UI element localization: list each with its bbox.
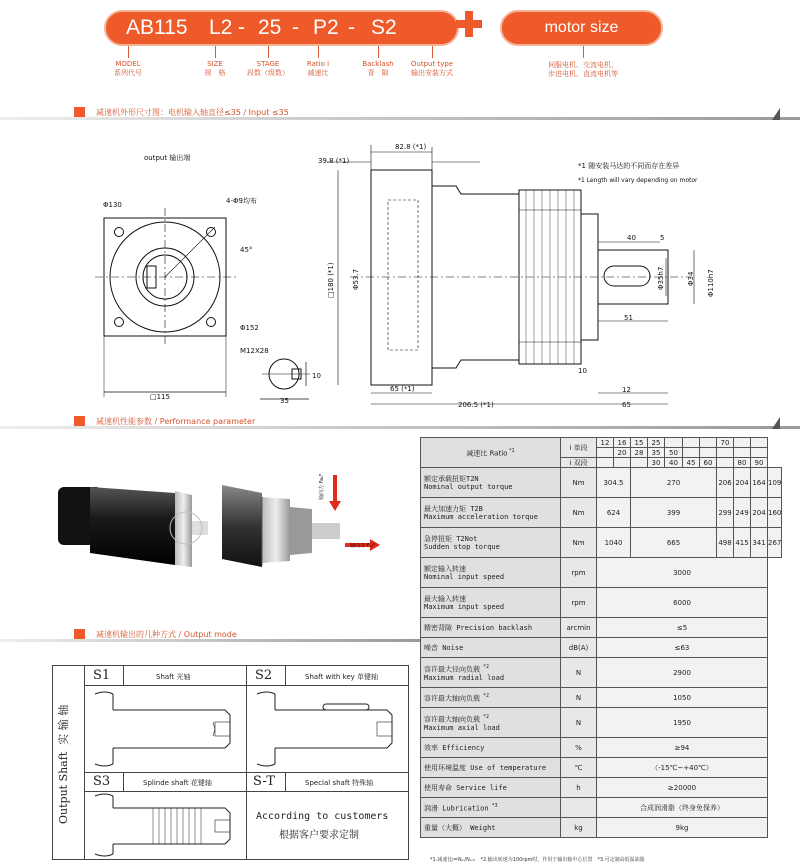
param-value: 415 — [734, 528, 751, 558]
shaft-s2-drawing — [247, 686, 407, 772]
param-unit — [561, 798, 597, 818]
param-unit: N — [561, 688, 597, 708]
param-value: 267 — [768, 528, 782, 558]
dim-206: 206.5 (*1) — [458, 401, 494, 409]
section-bar-output-mode — [0, 628, 420, 642]
ratio-cell — [717, 448, 734, 458]
param-value: 204 — [751, 498, 768, 528]
product-photo — [0, 435, 420, 623]
param-label: 最大加速力矩 T2B Maximum acceleration torque — [421, 498, 561, 528]
model-code-pill — [104, 10, 459, 46]
param-unit: kg — [561, 818, 597, 838]
param-unit: N — [561, 658, 597, 688]
label-model: MODEL 系列代号 — [114, 60, 142, 77]
param-value: ≤5 — [597, 618, 768, 638]
label-backlash: Backlash 背 隙 — [362, 60, 394, 77]
param-value: 304.5 — [597, 468, 631, 498]
param-label: 润滑 Lubrication $^{*3}$ — [421, 798, 561, 818]
param-value: 9kg — [597, 818, 768, 838]
dim-65b: 65 — [622, 401, 631, 409]
dim-tap: M12X28 — [240, 347, 269, 355]
section-title-output-mode: 减速机输出的几种方式 / Output mode — [96, 630, 237, 639]
force-arrows — [329, 475, 380, 551]
ratio-cell: 50 — [665, 448, 683, 458]
dim-key: 10 — [312, 372, 321, 380]
param-value: 1040 — [597, 528, 631, 558]
ratio-cell — [700, 438, 717, 448]
ratio-cell: 90 — [751, 458, 768, 468]
ratio-cell: 25 — [648, 438, 665, 448]
model-backlash: P2 — [313, 16, 339, 39]
param-label: 容许最大径向负载 $^{*2}$ Maximum radial load — [421, 658, 561, 688]
connector-output — [432, 46, 433, 58]
ratio-cell — [700, 448, 717, 458]
param-value: 624 — [597, 498, 631, 528]
param-value: 1950 — [597, 708, 768, 738]
dim-d152: Φ152 — [240, 324, 259, 332]
ratio-cell — [717, 458, 734, 468]
label-ratio: Ratio i 减速比 — [306, 60, 330, 77]
param-value: 109 — [768, 468, 782, 498]
ratio-cell — [734, 438, 751, 448]
st-code: S-T — [253, 774, 275, 789]
s1-label: Shaft 光轴 — [156, 673, 191, 681]
ratio-cell — [683, 438, 700, 448]
param-value: 6000 — [597, 588, 768, 618]
dim-40: 40 — [627, 234, 636, 242]
param-unit: ℃ — [561, 758, 597, 778]
param-unit: % — [561, 738, 597, 758]
connector-model — [128, 46, 129, 58]
ratio-cell: 30 — [648, 458, 665, 468]
ratio-cell — [683, 448, 700, 458]
param-label: 额定承载扭矩T2N Nominal output torque — [421, 468, 561, 498]
s3-label: Splinde shaft 花键轴 — [143, 779, 212, 787]
ratio-cell — [614, 458, 631, 468]
label-stage: STAGE 段数（级数） — [247, 60, 289, 77]
custom-en: According to customers — [256, 811, 389, 822]
section-title-performance: 减速机性能参数 / Performance parameter — [96, 417, 256, 426]
ratio-cell: 40 — [665, 458, 683, 468]
connector-ratio — [318, 46, 319, 58]
ratio-cell: 45 — [683, 458, 700, 468]
shaft-s1-drawing — [85, 686, 245, 772]
param-label: 急停扭矩 T2Not Sudden stop torque — [421, 528, 561, 558]
ratio-cell: 60 — [700, 458, 717, 468]
st-label: Special shaft 特殊轴 — [305, 779, 374, 787]
param-value: 399 — [631, 498, 717, 528]
param-unit: dB(A) — [561, 638, 597, 658]
param-label: 精密背隙 Precision backlash — [421, 618, 561, 638]
label-size: SIZE 规 格 — [204, 60, 226, 77]
shaft-s3-drawing — [85, 792, 245, 859]
param-label: 容许最大轴向负载 $^{*2}$ Maximum axial load — [421, 708, 561, 738]
ratio-cell — [751, 438, 768, 448]
param-unit: Nm — [561, 468, 597, 498]
param-label: 使用寿命 Service life — [421, 778, 561, 798]
motor-size-label: motor size — [544, 19, 619, 36]
param-value: 1050 — [597, 688, 768, 708]
output-label: output 输出端 — [144, 154, 191, 162]
ratio-cell: 70 — [717, 438, 734, 448]
dim-35: 35 — [280, 397, 289, 405]
model-series: AB115 — [126, 16, 188, 39]
param-value: 204 — [734, 468, 751, 498]
param-label: 容许最大轴向负载 $^{*2}$ — [421, 688, 561, 708]
s3-code: S3 — [93, 774, 111, 789]
section-bar-dimensions — [0, 106, 800, 120]
motor-size-pill — [500, 10, 663, 46]
stage1-label: i 单段 — [561, 438, 597, 458]
label-motor: 伺服电机、交流电机、 步进电机、直流电机等 — [548, 61, 618, 78]
connector-motor — [583, 46, 584, 58]
dim-sq115: □115 — [150, 393, 170, 401]
ratio-cell — [751, 448, 768, 458]
section-bar-performance — [0, 415, 800, 429]
dim-d130: Φ130 — [103, 201, 122, 209]
note-1-en: *1 Length will vary depending on motor — [578, 177, 698, 184]
dim-5: 5 — [660, 234, 665, 242]
axial-force-label: 轴向力 Fa₂ᴮ — [319, 473, 325, 500]
label-output: Output type 输出安装方式 — [410, 60, 454, 77]
param-label: 重量（大概） Weight — [421, 818, 561, 838]
connector-backlash — [378, 46, 379, 58]
side-flange — [371, 170, 432, 385]
ratio-cell: 15 — [631, 438, 648, 448]
ratio-cell: 16 — [614, 438, 631, 448]
custom-cn: 根据客户要求定制 — [279, 830, 359, 841]
motor-image — [58, 487, 208, 567]
ratio-cell: 28 — [631, 448, 648, 458]
param-unit: Nm — [561, 498, 597, 528]
param-value: 498 — [717, 528, 734, 558]
param-label: 最大输入转速 Maximum input speed — [421, 588, 561, 618]
param-label: 使用环境温度 Use of temperature — [421, 758, 561, 778]
ratio-cell — [734, 448, 751, 458]
model-output: S2 — [371, 16, 397, 39]
param-value: 2900 — [597, 658, 768, 688]
param-unit: rpm — [561, 558, 597, 588]
dimension-drawing — [0, 122, 800, 412]
param-value: ≥94 — [597, 738, 768, 758]
param-value: （-15℃~+40℃） — [597, 758, 768, 778]
param-unit: rpm — [561, 588, 597, 618]
output-shaft-side-label: Output Shaft 实 输 轴 — [57, 704, 70, 824]
param-value: ≥20000 — [597, 778, 768, 798]
section-title-dimensions: 减速机外形尺寸图：电机输入轴直径≤35 / Input ≤35 — [96, 108, 289, 117]
s2-label: Shaft with key 单键轴 — [305, 673, 379, 681]
param-label: 噪音 Noise — [421, 638, 561, 658]
dim-d34: Φ34 — [687, 271, 695, 286]
dim-39: 39.8 (*1) — [318, 157, 350, 165]
model-dash-2: - — [292, 16, 299, 39]
param-label: 额定输入转速 Nominal input speed — [421, 558, 561, 588]
ratio-cell: 20 — [614, 448, 631, 458]
param-value: 206 — [717, 468, 734, 498]
dim-sq180: □180 (*1) — [327, 262, 335, 298]
ratio-header: 减速比 Ratio $^{*1}$ — [421, 438, 561, 468]
dim-angle: 45° — [240, 246, 253, 254]
table-footnote: *1.减速比i=Nᵢₙ/Nₒᵤₜ *2.输出转速为100rpm时，作用于输出轴中心位置 *3.可定制高低温油脂 — [430, 857, 645, 863]
ratio-cell — [631, 458, 648, 468]
model-ratio: 25 — [258, 16, 282, 39]
param-value: 249 — [734, 498, 751, 528]
stage2-label: i 双段 — [561, 458, 597, 468]
connector-stage — [268, 46, 269, 58]
model-dash-3: - — [348, 16, 355, 39]
param-value: 160 — [768, 498, 782, 528]
param-label: 效率 Efficiency — [421, 738, 561, 758]
param-unit: Nm — [561, 528, 597, 558]
dim-d35: Φ35h7 — [657, 266, 665, 290]
s2-code: S2 — [255, 668, 273, 683]
param-unit: arcmin — [561, 618, 597, 638]
output-mode-box — [52, 665, 409, 860]
dim-d110: Φ110h7 — [707, 269, 715, 297]
ratio-cell — [597, 448, 614, 458]
dim-10: 10 — [578, 367, 587, 375]
dim-12: 12 — [622, 386, 631, 394]
param-unit: h — [561, 778, 597, 798]
ratio-cell: 35 — [648, 448, 665, 458]
param-value: 341 — [751, 528, 768, 558]
param-value: 299 — [717, 498, 734, 528]
dim-82: 82.8 (*1) — [395, 143, 427, 151]
plus-icon — [456, 11, 482, 37]
connector-size — [215, 46, 216, 58]
ratio-cell — [665, 438, 683, 448]
ratio-cell — [597, 458, 614, 468]
dim-d53: Φ53.7 — [352, 268, 360, 290]
s1-code: S1 — [93, 668, 111, 683]
dim-holes: 4-Φ9均布 — [226, 197, 257, 205]
param-value: 270 — [631, 468, 717, 498]
dim-65: 65 (*1) — [390, 385, 415, 393]
param-value: 3000 — [597, 558, 768, 588]
performance-table — [420, 437, 782, 838]
param-value: 665 — [631, 528, 717, 558]
note-1: *1 随安装马达的不同而存在差异 — [578, 162, 680, 170]
param-value: 164 — [751, 468, 768, 498]
dim-51: 51 — [624, 314, 633, 322]
model-dash-1: - — [238, 16, 245, 39]
radial-force-label: 轴向力 Fᵣ₂ᴮ — [350, 543, 375, 549]
ratio-cell: 12 — [597, 438, 614, 448]
ratio-cell: 80 — [734, 458, 751, 468]
param-value: 合成润滑脂（终身免保养） — [597, 798, 768, 818]
param-unit: N — [561, 708, 597, 738]
model-stage: L2 — [209, 16, 233, 39]
param-value: ≤63 — [597, 638, 768, 658]
